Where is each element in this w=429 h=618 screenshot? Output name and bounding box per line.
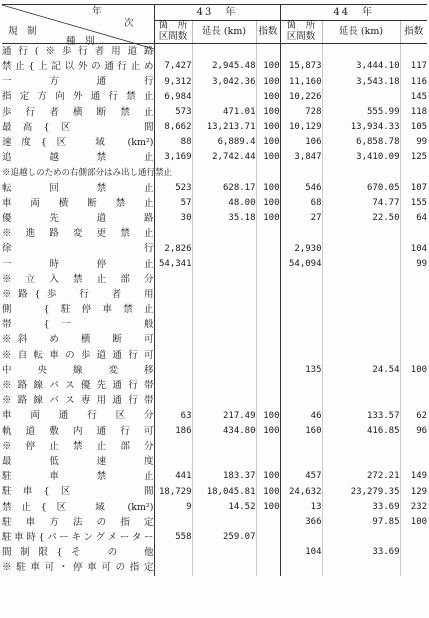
cell-n44: 457 <box>280 469 322 484</box>
regulation-table <box>2 4 427 576</box>
cell-i44 <box>400 287 427 302</box>
row-label: 歩行者横断禁止 <box>2 105 154 120</box>
cell-l43: 48.00 <box>192 196 256 211</box>
cell-n43 <box>154 393 192 408</box>
cell-l44 <box>322 439 400 454</box>
cell-l44 <box>322 90 400 105</box>
cell-n43: 9 <box>154 500 192 515</box>
corner-next-label: 次 <box>124 18 134 29</box>
cell-n43 <box>154 348 192 363</box>
cell-i43 <box>256 363 280 378</box>
cell-n44: 10,226 <box>280 90 322 105</box>
cell-i44: 149 <box>410 471 428 482</box>
cell-i44: 96 <box>416 425 428 436</box>
cell-i43 <box>256 439 280 454</box>
cell-i44 <box>400 439 427 454</box>
cell-l44: 555.99 <box>322 105 400 120</box>
table-row <box>2 333 427 348</box>
cell-n44 <box>280 166 322 181</box>
cell-l43 <box>192 363 256 378</box>
row-label: 駐車方法の指定 <box>2 515 154 530</box>
cell-i44 <box>400 454 427 469</box>
row-label: 最高{区 間 <box>2 120 154 135</box>
cell-n44: 3,847 <box>280 150 322 165</box>
cell-n43 <box>154 545 192 560</box>
cell-l43 <box>192 439 256 454</box>
table-row <box>2 90 427 105</box>
cell-l44 <box>322 302 400 317</box>
cell-l43 <box>192 333 256 348</box>
row-label: ※停止禁止部分 <box>2 439 154 454</box>
cell-n43 <box>154 363 192 378</box>
row-label: 通行(※歩行者用道路 <box>2 44 154 60</box>
table-row <box>2 105 427 120</box>
cell-n43: 18,729 <box>154 484 192 499</box>
cell-i43: 100 <box>256 150 280 165</box>
cell-n43: 558 <box>154 530 192 545</box>
table-row <box>2 409 427 424</box>
table-row <box>2 500 427 515</box>
cell-i44: 155 <box>410 198 428 208</box>
cell-i43 <box>256 560 280 575</box>
table-row <box>2 211 427 226</box>
table-row <box>2 241 427 256</box>
cell-n44: 546 <box>280 181 322 196</box>
row-label: 転 回 禁 止 <box>2 181 154 196</box>
cell-l43 <box>192 287 256 302</box>
cell-n43: 441 <box>154 469 192 484</box>
cell-i44 <box>400 44 427 60</box>
table-row <box>2 439 427 454</box>
cell-n44: 104 <box>280 545 322 560</box>
cell-l43 <box>192 393 256 408</box>
cell-n43 <box>154 287 192 302</box>
cell-n43 <box>154 302 192 317</box>
cell-l43: 18,045.81 <box>192 484 256 499</box>
cell-i44: 100 <box>410 516 428 527</box>
cell-i44 <box>400 272 427 287</box>
cell-i43 <box>256 317 280 332</box>
table-row <box>2 226 427 241</box>
cell-l44: 272.21 <box>322 469 400 484</box>
cell-i43 <box>256 348 280 363</box>
cell-n44 <box>280 317 322 332</box>
cell-i44: 99 <box>416 258 428 269</box>
cell-n44: 54,094 <box>280 257 322 272</box>
cell-l43 <box>192 545 256 560</box>
cell-n44 <box>280 287 322 302</box>
cell-l44 <box>322 44 400 60</box>
row-label: ※自転車の歩道通行可 <box>2 348 154 363</box>
row-label: 軌道敷内通行可 <box>2 424 154 439</box>
cell-l43 <box>192 226 256 241</box>
cell-l43: 434.80 <box>192 424 256 439</box>
cell-n44: 135 <box>280 363 322 378</box>
cell-n43 <box>154 317 192 332</box>
cell-l43: 14.52 <box>192 500 256 515</box>
table-row <box>2 317 427 332</box>
cell-n44 <box>280 530 322 545</box>
cell-n43: 30 <box>154 211 192 226</box>
cell-i43: 100 <box>256 409 280 424</box>
cell-n43 <box>154 560 192 575</box>
corner-year-label: 年 <box>92 6 102 17</box>
cell-i44 <box>400 530 427 545</box>
cell-i43 <box>256 378 280 393</box>
cell-l44 <box>322 272 400 287</box>
cell-i43: 100 <box>256 500 280 515</box>
cell-i44 <box>400 393 427 408</box>
cell-i44 <box>400 545 427 560</box>
cell-i44: 117 <box>410 61 428 72</box>
cell-i43: 100 <box>256 196 280 211</box>
cell-i44: 104 <box>410 243 428 254</box>
cell-i43 <box>256 302 280 317</box>
count-header-44: 箇 所 区間数 <box>280 21 322 44</box>
cell-l43 <box>192 378 256 393</box>
table-row <box>2 469 427 484</box>
cell-n43 <box>154 515 192 530</box>
table-row <box>2 348 427 363</box>
row-label: ※路線バス専用通行帯 <box>2 393 154 408</box>
cell-n44: 13 <box>280 500 322 515</box>
row-label: 間制限{そ の 他 <box>2 545 154 560</box>
cell-l44: 6,858.78 <box>322 135 400 150</box>
row-label: 駐車{区 間 <box>2 484 154 499</box>
header-corner <box>2 5 154 47</box>
cell-n44: 68 <box>280 196 322 211</box>
cell-n44: 46 <box>280 409 322 424</box>
table-row <box>2 302 427 317</box>
cell-n43 <box>154 226 192 241</box>
cell-n44: 366 <box>280 515 322 530</box>
cell-l43 <box>192 515 256 530</box>
cell-n44 <box>280 226 322 241</box>
cell-n44 <box>280 454 322 469</box>
cell-n44: 10,129 <box>280 120 322 135</box>
table-row <box>2 196 427 211</box>
cell-l43: 2,945.48 <box>192 59 256 74</box>
cell-l44: 3,543.18 <box>322 74 400 89</box>
cell-l44: 3,410.09 <box>322 150 400 165</box>
table-row <box>2 135 427 150</box>
table-row <box>2 530 427 545</box>
cell-n44 <box>280 333 322 348</box>
cell-l44: 133.57 <box>322 409 400 424</box>
cell-i43 <box>256 333 280 348</box>
cell-l44 <box>322 333 400 348</box>
cell-i44 <box>400 348 427 363</box>
cell-i44 <box>400 317 427 332</box>
cell-l44: 670.05 <box>322 181 400 196</box>
cell-i44: 145 <box>410 91 428 102</box>
cell-l43 <box>192 257 256 272</box>
row-label: ※立入禁止部分 <box>2 272 154 287</box>
row-label: 駐 車 禁 止 <box>2 469 154 484</box>
cell-l44: 74.77 <box>322 196 400 211</box>
cell-l44: 416.85 <box>322 424 400 439</box>
index-header-44: 指数 <box>400 21 427 44</box>
cell-n44 <box>280 560 322 575</box>
cell-l44: 97.85 <box>322 515 400 530</box>
cell-l44: 22.50 <box>322 211 400 226</box>
row-label: ※路線バス優先通行帯 <box>2 378 154 393</box>
cell-i43 <box>256 257 280 272</box>
cell-i44: 232 <box>410 501 428 512</box>
cell-i43: 100 <box>256 181 280 196</box>
table-row <box>2 454 427 469</box>
row-label: 車両通行区分 <box>2 409 154 424</box>
cell-l44 <box>322 393 400 408</box>
table-row <box>2 120 427 135</box>
row-label: ※進路変更禁止 <box>2 226 154 241</box>
cell-n44: 106 <box>280 135 322 150</box>
cell-i43: 100 <box>256 59 280 74</box>
cell-n43: 7,427 <box>154 59 192 74</box>
cell-i43: 100 <box>256 469 280 484</box>
cell-i44 <box>400 560 427 575</box>
cell-n43 <box>154 454 192 469</box>
cell-l44: 33.69 <box>322 545 400 560</box>
cell-l44 <box>322 226 400 241</box>
cell-n44: 24,632 <box>280 484 322 499</box>
cell-l44: 33.69 <box>322 500 400 515</box>
cell-l44 <box>322 378 400 393</box>
cell-n43 <box>154 272 192 287</box>
cell-l44 <box>322 454 400 469</box>
cell-n43 <box>154 333 192 348</box>
cell-n44: 11,160 <box>280 74 322 89</box>
cell-l43: 217.49 <box>192 409 256 424</box>
row-label: 禁止{上記以外の通行止め <box>2 59 154 74</box>
cell-n43: 88 <box>154 135 192 150</box>
cell-i44 <box>400 333 427 348</box>
cell-l43: 35.18 <box>192 211 256 226</box>
corner-regulation-label: 規 制 <box>8 26 37 37</box>
cell-n43: 9,312 <box>154 74 192 89</box>
cell-n44 <box>280 302 322 317</box>
row-label: ※路{歩 行 者 用 <box>2 287 154 302</box>
row-label: 指定方向外通行禁止 <box>2 90 154 105</box>
cell-i43: 100 <box>256 135 280 150</box>
cell-l43 <box>192 317 256 332</box>
corner-type-label: 種 別 <box>66 36 95 47</box>
cell-n43: 186 <box>154 424 192 439</box>
cell-l44 <box>322 560 400 575</box>
cell-n44 <box>280 348 322 363</box>
cell-i44: 62 <box>416 410 428 421</box>
row-label: ※追越しのための右側部分はみ出し通行禁止 <box>2 166 154 181</box>
row-label: 帯 {一 般 <box>2 317 154 332</box>
cell-i43 <box>256 241 280 256</box>
cell-n43 <box>154 378 192 393</box>
cell-l43 <box>192 454 256 469</box>
cell-n43: 63 <box>154 409 192 424</box>
cell-n44: 2,930 <box>280 241 322 256</box>
table-row <box>2 59 427 74</box>
cell-n43: 8,662 <box>154 120 192 135</box>
cell-l44: 13,934.33 <box>322 120 400 135</box>
cell-l43 <box>192 90 256 105</box>
cell-n43: 57 <box>154 196 192 211</box>
cell-i43 <box>256 44 280 60</box>
cell-l43: 183.37 <box>192 469 256 484</box>
cell-i43: 100 <box>256 105 280 120</box>
cell-l44: 3,444.10 <box>322 59 400 74</box>
cell-n43: 573 <box>154 105 192 120</box>
cell-l43 <box>192 560 256 575</box>
row-label: 禁止{区 域 (km²) <box>2 500 154 515</box>
table-row <box>2 150 427 165</box>
cell-n44: 15,873 <box>280 59 322 74</box>
cell-l43: 6,889.4 <box>192 135 256 150</box>
cell-l43: 471.01 <box>192 105 256 120</box>
cell-n43: 3,169 <box>154 150 192 165</box>
cell-l43 <box>192 44 256 60</box>
row-label: 追 越 禁 止 <box>2 150 154 165</box>
row-label: 側 {駐停車禁止 <box>2 302 154 317</box>
cell-l44 <box>322 241 400 256</box>
cell-n43 <box>154 439 192 454</box>
cell-i43 <box>256 515 280 530</box>
row-label: 最 低 速 度 <box>2 454 154 469</box>
cell-i44: 129 <box>410 486 428 497</box>
cell-i44: 100 <box>410 365 428 376</box>
cell-i44: 105 <box>410 122 428 133</box>
year-44-header: 44 年 <box>280 5 427 21</box>
cell-i44 <box>400 378 427 393</box>
table-row <box>2 287 427 302</box>
cell-i44: 99 <box>416 137 428 148</box>
table-row <box>2 363 427 378</box>
cell-l43: 3,042.36 <box>192 74 256 89</box>
cell-i43: 100 <box>256 120 280 135</box>
cell-i44: 118 <box>410 106 428 117</box>
table-row <box>2 74 427 89</box>
table-body <box>2 44 427 576</box>
cell-i43 <box>256 166 280 181</box>
cell-l44 <box>322 257 400 272</box>
cell-l44 <box>322 287 400 302</box>
cell-i43 <box>256 530 280 545</box>
cell-l43: 259.07 <box>192 530 256 545</box>
cell-n43: 6,984 <box>154 90 192 105</box>
cell-n43 <box>154 44 192 60</box>
cell-l43: 628.17 <box>192 181 256 196</box>
cell-i43: 100 <box>256 74 280 89</box>
row-label: 一 時 停 止 <box>2 257 154 272</box>
row-label: 速度{区 域 (km²) <box>2 135 154 150</box>
table-row <box>2 484 427 499</box>
table-row <box>2 545 427 560</box>
cell-i44: 107 <box>410 182 428 193</box>
cell-i44 <box>400 302 427 317</box>
cell-n43: 2,826 <box>154 241 192 256</box>
cell-n44 <box>280 378 322 393</box>
cell-i44 <box>400 226 427 241</box>
cell-n44 <box>280 393 322 408</box>
length-header-43: 延長 (km) <box>192 21 256 44</box>
table-row <box>2 560 427 575</box>
cell-i43 <box>256 226 280 241</box>
cell-l43: 13,213.71 <box>192 120 256 135</box>
row-label: ※斜 め 横 断 可 <box>2 333 154 348</box>
cell-i43 <box>256 545 280 560</box>
cell-i43 <box>256 454 280 469</box>
cell-n44 <box>280 44 322 60</box>
row-label: 一 方 通 行 <box>2 74 154 89</box>
cell-i44: 125 <box>410 152 428 163</box>
table-row <box>2 166 427 181</box>
table-row <box>2 393 427 408</box>
cell-l43: 2,742.44 <box>192 150 256 165</box>
cell-i43 <box>256 393 280 408</box>
row-label: ※駐車可・停車可の指定 <box>2 560 154 575</box>
cell-l44 <box>322 530 400 545</box>
cell-i43 <box>256 287 280 302</box>
cell-n44: 728 <box>280 105 322 120</box>
cell-l43 <box>192 166 256 181</box>
table-row <box>2 515 427 530</box>
cell-l44 <box>322 166 400 181</box>
row-label: 中 央 線 変 移 <box>2 363 154 378</box>
cell-n44: 27 <box>280 211 322 226</box>
cell-i43: 100 <box>256 90 280 105</box>
cell-i44: 64 <box>416 213 428 224</box>
cell-l44 <box>322 348 400 363</box>
cell-l43 <box>192 241 256 256</box>
cell-l43 <box>192 272 256 287</box>
cell-i43: 100 <box>256 484 280 499</box>
cell-n44 <box>280 272 322 287</box>
count-header-43: 箇 所 区間数 <box>154 21 192 44</box>
cell-n44 <box>280 439 322 454</box>
cell-n44: 160 <box>280 424 322 439</box>
table-row <box>2 272 427 287</box>
length-header-44: 延長 (km) <box>322 21 400 44</box>
cell-i44: 116 <box>410 76 428 87</box>
row-label: 車両横断禁止 <box>2 196 154 211</box>
year-43-header: 43 年 <box>154 5 280 21</box>
index-header-43: 指数 <box>256 21 280 44</box>
table-row <box>2 257 427 272</box>
table-row <box>2 181 427 196</box>
cell-n43: 523 <box>154 181 192 196</box>
cell-i43 <box>256 272 280 287</box>
table-row <box>2 424 427 439</box>
table-header <box>2 5 427 47</box>
cell-l44 <box>322 317 400 332</box>
cell-l43 <box>192 302 256 317</box>
cell-i43: 100 <box>256 211 280 226</box>
row-label: 徐 行 <box>2 241 154 256</box>
cell-l43 <box>192 348 256 363</box>
row-label: 駐車時{パーキングメーター <box>2 530 154 545</box>
table-row <box>2 378 427 393</box>
cell-i43: 100 <box>256 424 280 439</box>
cell-l44: 23,279.35 <box>322 484 400 499</box>
cell-n43: 54,341 <box>154 257 192 272</box>
row-label: 優 先 道 路 <box>2 211 154 226</box>
cell-l44: 24.54 <box>322 363 400 378</box>
cell-i44 <box>400 166 427 181</box>
